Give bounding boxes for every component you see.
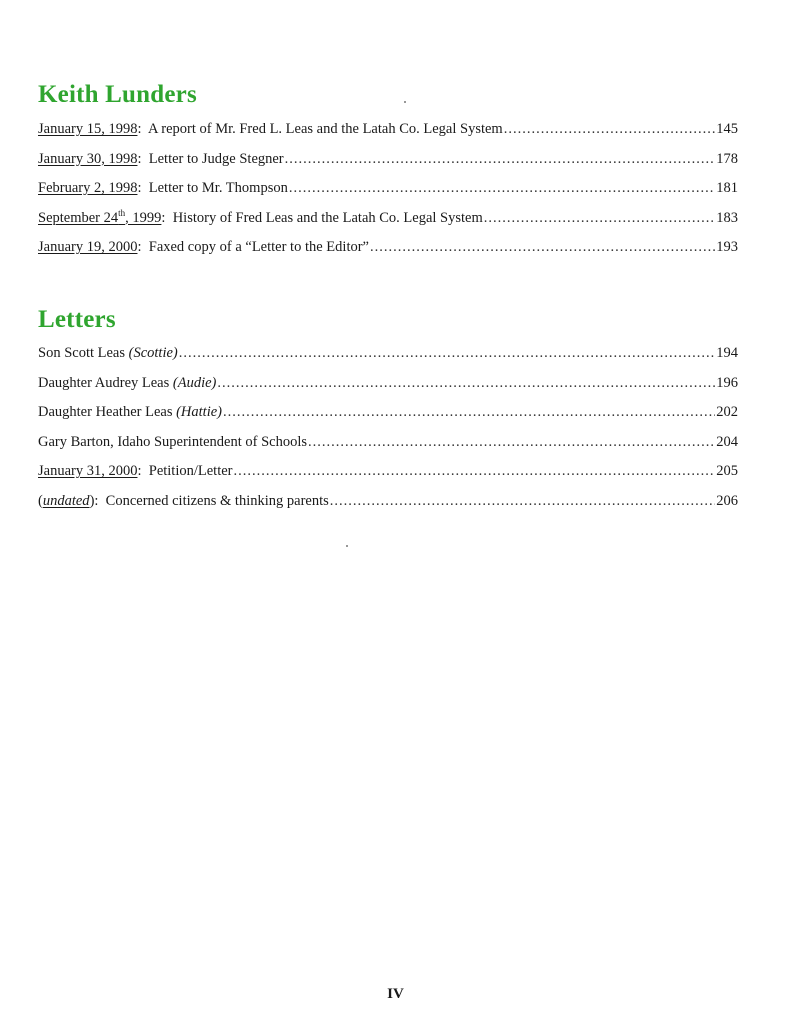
toc-entry[interactable] xyxy=(38,402,738,432)
dot-leader xyxy=(330,491,715,511)
entry-description: Concerned citizens & thinking parents xyxy=(105,492,329,509)
entry-date: January 19, 2000 xyxy=(38,239,138,255)
toc-entry[interactable] xyxy=(38,491,738,521)
entry-date: January 15, 1998 xyxy=(38,121,138,137)
dot-leader xyxy=(179,343,716,363)
entry-date-main: September 24 xyxy=(38,209,119,226)
toc-list xyxy=(38,119,738,267)
page-number: 145 xyxy=(716,121,738,137)
section-letters xyxy=(38,305,738,520)
ordinal-suffix: th xyxy=(118,207,126,218)
page-number: 206 xyxy=(716,492,738,509)
dot-leader xyxy=(370,237,715,257)
entry-text xyxy=(38,461,233,481)
page-number: 193 xyxy=(716,239,738,255)
entry-separator: : xyxy=(137,463,149,479)
entry-description: Son Scott Leas xyxy=(38,345,129,361)
entry-text xyxy=(38,343,178,363)
entry-nickname: (Hattie) xyxy=(176,404,222,420)
entry-date: undated xyxy=(42,492,90,509)
entry-description: Daughter Heather Leas xyxy=(38,404,177,420)
entry-description: Petition/Letter xyxy=(148,463,233,479)
entry-separator: : xyxy=(161,209,173,226)
entry-text xyxy=(38,119,503,139)
entry-text xyxy=(38,178,288,198)
toc-entry[interactable] xyxy=(38,461,738,491)
entry-date xyxy=(38,207,162,226)
toc-list xyxy=(38,343,738,520)
page-number: 204 xyxy=(716,433,738,450)
toc-entry[interactable] xyxy=(38,149,738,179)
section-heading: Letters xyxy=(38,306,116,333)
entry-date: February 2, 1998 xyxy=(38,180,138,196)
entry-text xyxy=(38,237,369,257)
toc-entry[interactable] xyxy=(38,178,738,208)
page-number: 183 xyxy=(716,209,738,226)
entry-text xyxy=(38,208,483,228)
dot-leader xyxy=(223,402,715,422)
page-number: 181 xyxy=(716,180,738,196)
dot-leader xyxy=(289,178,715,198)
entry-description: A report of Mr. Fred L. Leas and the Latah Co. Legal System xyxy=(147,121,503,137)
entry-text xyxy=(38,402,222,422)
entry-date: January 30, 1998 xyxy=(38,150,138,167)
dot-leader xyxy=(504,119,716,139)
entry-date: January 31, 2000 xyxy=(38,463,138,479)
entry-description: Daughter Audrey Leas xyxy=(38,374,173,391)
entry-description: Letter to Judge Stegner xyxy=(148,150,284,167)
entry-text xyxy=(38,149,284,169)
entry-description: History of Fred Leas and the Latah Co. Legal System xyxy=(172,209,483,226)
entry-nickname: (Scottie) xyxy=(128,345,178,361)
page-number: 178 xyxy=(716,150,738,167)
toc-entry[interactable] xyxy=(38,373,738,403)
entry-separator: : xyxy=(137,180,149,196)
page-number: 202 xyxy=(716,404,738,420)
entry-text xyxy=(38,491,329,511)
scan-speck xyxy=(346,545,348,547)
entry-date-tail: , 1999 xyxy=(125,209,162,226)
toc-entry[interactable] xyxy=(38,343,738,373)
entry-description: Letter to Mr. Thompson xyxy=(148,180,288,196)
section-heading: Keith Lunders xyxy=(38,81,197,108)
page-folio: IV xyxy=(387,986,404,1002)
dot-leader xyxy=(308,432,715,452)
toc-entry[interactable] xyxy=(38,237,738,267)
dot-leader xyxy=(234,461,716,481)
page-number: 194 xyxy=(716,345,738,361)
dot-leader xyxy=(484,208,715,228)
entry-nickname: (Audie) xyxy=(172,374,217,391)
entry-separator: : xyxy=(137,150,149,167)
scan-speck xyxy=(404,101,406,103)
section-keith-lunders xyxy=(38,80,738,267)
entry-text xyxy=(38,373,216,393)
page-number: 196 xyxy=(716,374,738,391)
toc-entry[interactable] xyxy=(38,119,738,149)
entry-separator: ): xyxy=(89,492,106,509)
entry-text xyxy=(38,432,307,452)
entry-description: Gary Barton, Idaho Superintendent of Schools xyxy=(38,433,308,450)
entry-separator: : xyxy=(137,121,148,137)
dot-leader xyxy=(285,149,716,169)
entry-description: Faxed copy of a “Letter to the Editor” xyxy=(148,239,369,255)
toc-entry[interactable] xyxy=(38,208,738,238)
entry-prefix: ( xyxy=(38,492,43,509)
toc-entry[interactable] xyxy=(38,432,738,462)
page-number: 205 xyxy=(716,463,738,479)
entry-separator: : xyxy=(137,239,149,255)
dot-leader xyxy=(217,373,715,393)
